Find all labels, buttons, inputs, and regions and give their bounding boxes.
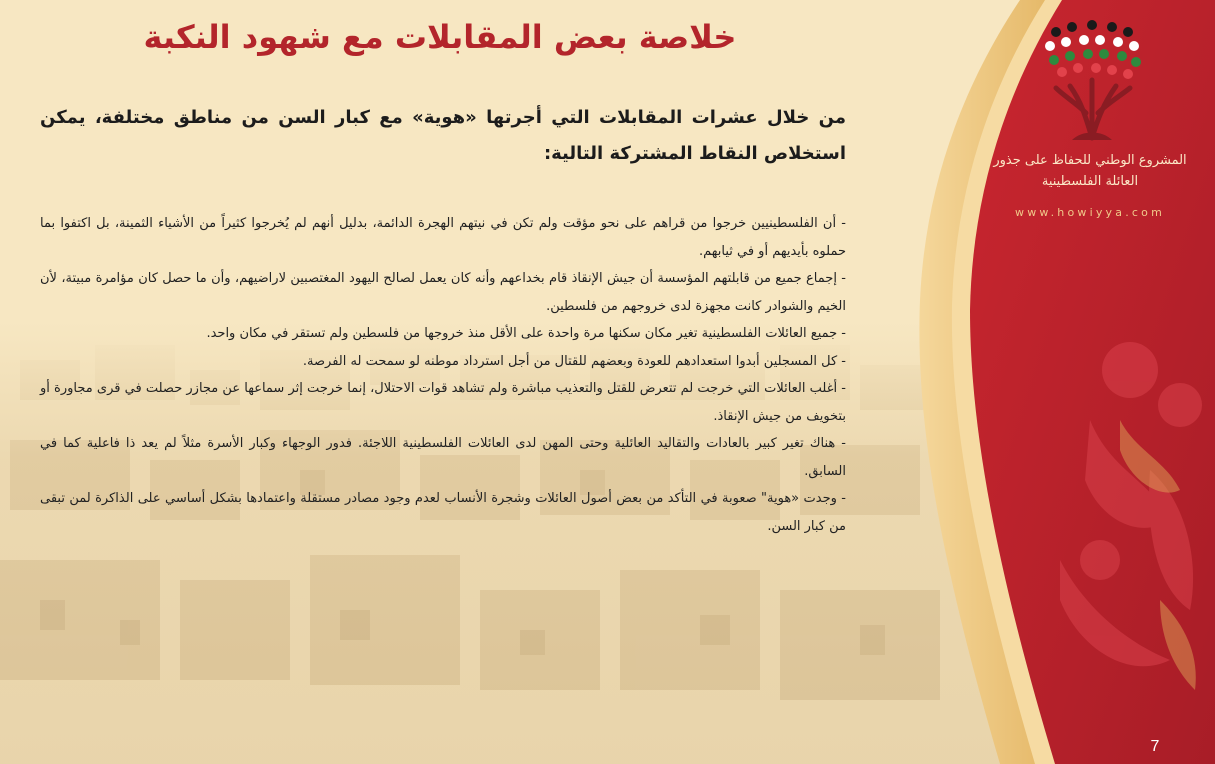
points-list	[40, 210, 846, 540]
list-item: - كل المسجلين أبدوا استعدادهم للعودة وبعضهم للقتال من أجل استرداد موطنه لو سمحت له الفرصة.	[302, 353, 846, 369]
list-item: - جميع العائلات الفلسطينية تغير مكان سكنها مرة واحدة على الأقل منذ خروجها من فلسطين ولم تستقر في مكان واحد.	[206, 326, 846, 341]
list-item: - هناك تغير كبير بالعادات والتقاليد العائلية وحتى المهن لدى العائلات الفلسطينية اللاجئة. فدور الوجهاء وكبار الأسرة مثلاً لم يعد ذا فاعلية كما في السابق.	[40, 436, 846, 479]
list-item: - أغلب العائلات التي خرجت لم تتعرض للقتل والتعذيب مباشرة ولم تشاهد قوات الاحتلال، إنما خرجت إثر سماعها عن مجازر حصلت في قرى مجاورة أو بتخويف من جيش الإنقاذ.	[40, 381, 846, 424]
family-tree-icon	[1042, 18, 1142, 148]
list-item: - أن الفلسطينيين خرجوا من قراهم على نحو مؤقت ولم تكن في نيتهم الهجرة الدائمة، بدليل أنهم لم يُخرجوا كثيراً من الأشياء الثمينة، بل اكتفوا بما حملوه بأيديهم أو في ثيابهم.	[40, 216, 846, 259]
list-item: - إجماع جميع من قابلتهم المؤسسة أن جيش الإنقاذ قام بخداعهم وأنه كان يعمل لصالح اليهود المغتصبين لاراضيهم، وأن ما حصل كان مؤامرة مبيتة، لأن الخيم والشوادر كانت مجهزة لدى خروجهم من فلسطين.	[40, 271, 846, 314]
intro-paragraph: من خلال عشرات المقابلات التي أجرتها «هوية» مع كبار السن من مناطق مختلفة، يمكن استخلاص النقاط المشتركة التالية:	[40, 107, 846, 164]
page-number: 7	[1150, 738, 1160, 755]
page-title: خلاصة بعض المقابلات مع شهود النكبة	[143, 18, 737, 56]
website-link[interactable]: www.howiyya.com	[1015, 206, 1165, 219]
list-item: - وجدت «هوية" صعوبة في التأكد من بعض أصول العائلات وشجرة الأنساب لعدم وجود مصادر مستقلة واعتمادها بشكل أساسي على الذاكرة لمن تبقى من كبار السن.	[40, 491, 846, 534]
project-name: المشروع الوطني للحفاظ على جذور العائلة الفلسطينية	[993, 153, 1187, 189]
